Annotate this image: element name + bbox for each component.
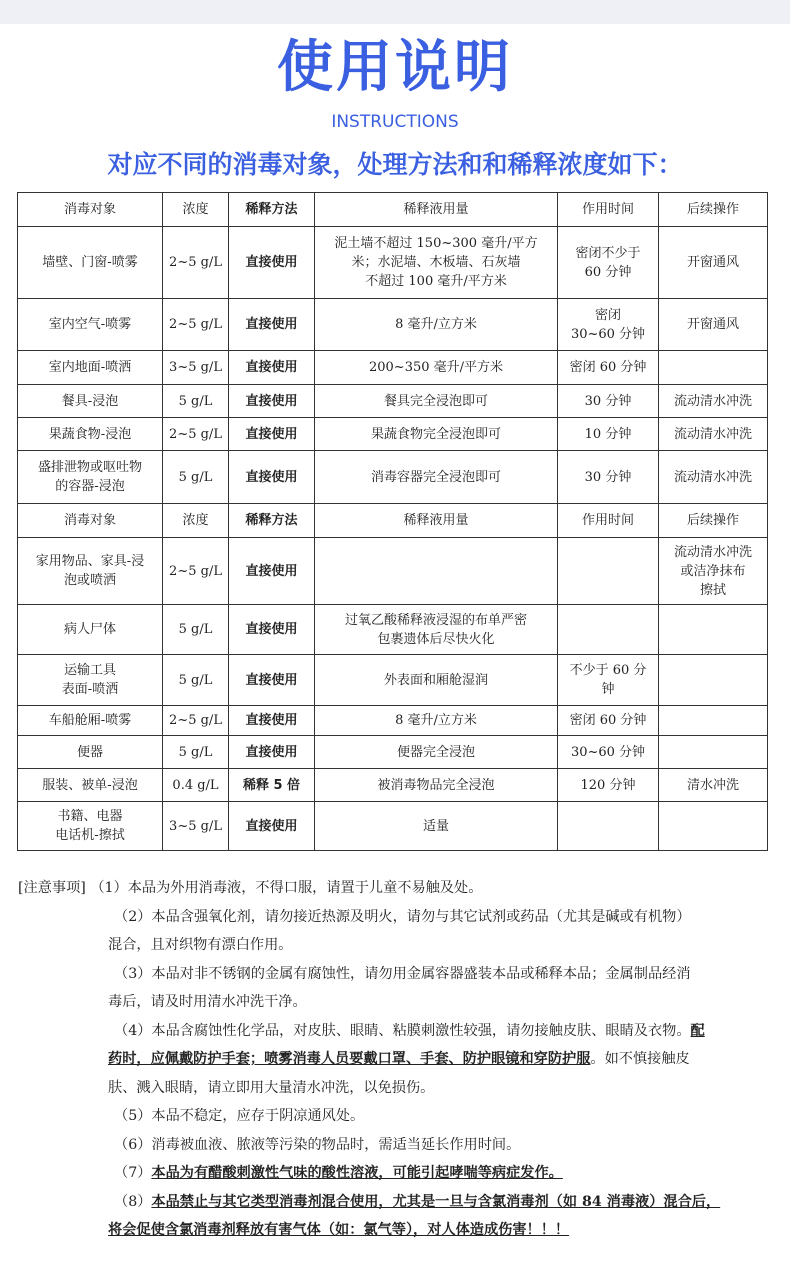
- table-cell: 餐具-浸泡: [18, 385, 163, 418]
- table-row: [18, 385, 768, 418]
- table-cell: 5 g/L: [163, 385, 229, 418]
- table-cell: 直接使用: [229, 706, 315, 736]
- table-cell: 3~5 g/L: [163, 351, 229, 385]
- table-cell: 直接使用: [229, 538, 315, 605]
- table-cell: 适量: [315, 802, 558, 851]
- table-row: [18, 451, 768, 504]
- disinfection-table: [17, 192, 768, 851]
- table-cell: 200~350 毫升/平方米: [315, 351, 558, 385]
- table-row: [18, 418, 768, 451]
- table-cell: 稀释方法: [229, 504, 315, 538]
- note-2-line-2: 混合，且对织物有漂白作用。: [108, 937, 293, 953]
- table-row: [18, 351, 768, 385]
- table-cell: 直接使用: [229, 385, 315, 418]
- top-band: [0, 0, 790, 24]
- table-row: [18, 769, 768, 802]
- table-cell: 服装、被单-浸泡: [18, 769, 163, 802]
- table-row: [18, 706, 768, 736]
- table-row: [18, 227, 768, 299]
- table-cell: 运输工具 表面-喷洒: [18, 655, 163, 706]
- table-cell: 密闭 60 分钟: [558, 351, 659, 385]
- table-cell: 直接使用: [229, 736, 315, 769]
- note-7: （7）本品为有醋酸刺激性气味的酸性溶液，可能引起哮喘等病症发作。: [114, 1165, 563, 1181]
- table-cell: 5 g/L: [163, 655, 229, 706]
- table-cell: 消毒对象: [18, 193, 163, 227]
- table-cell: 消毒容器完全浸泡即可: [315, 451, 558, 504]
- table-cell: [315, 538, 558, 605]
- table-cell: 泥土墙不超过 150~300 毫升/平方 米；水泥墙、木板墙、石灰墙 不超过 100 毫升/平方米: [315, 227, 558, 299]
- note-4-line-3: 肤、溅入眼睛，请立即用大量清水冲洗，以免损伤。: [108, 1079, 435, 1096]
- table-cell: 流动清水冲洗: [659, 385, 768, 418]
- table-cell: 直接使用: [229, 351, 315, 385]
- section-heading: 对应不同的消毒对象，处理方法和和稀释浓度如下：: [107, 150, 683, 179]
- table-cell: 30 分钟: [558, 451, 659, 504]
- table-cell: 书籍、电器 电话机-擦拭: [18, 802, 163, 851]
- note-5: （5）本品不稳定，应存于阴凉通风处。: [114, 1108, 365, 1124]
- table-cell: [659, 736, 768, 769]
- table-row: [18, 605, 768, 655]
- table-cell: 密闭 60 分钟: [558, 706, 659, 736]
- note-6: （6）消毒被血液、脓液等污染的物品时，需适当延长作用时间。: [114, 1136, 521, 1153]
- table-cell: 作用时间: [558, 504, 659, 538]
- table-cell: 密闭 30~60 分钟: [558, 299, 659, 351]
- table-cell: 稀释液用量: [315, 504, 558, 538]
- table-cell: 2~5 g/L: [163, 227, 229, 299]
- notes-label: [注意事项]: [18, 880, 86, 896]
- table-cell: [659, 655, 768, 706]
- table-cell: 家用物品、家具-浸 泡或喷洒: [18, 538, 163, 605]
- table-cell: 过氧乙酸稀释液浸湿的布单严密 包裹遗体后尽快火化: [315, 605, 558, 655]
- table-cell: 5 g/L: [163, 451, 229, 504]
- table-cell: 被消毒物品完全浸泡: [315, 769, 558, 802]
- table-cell: [558, 538, 659, 605]
- table-cell: 果蔬食物-浸泡: [18, 418, 163, 451]
- table-cell: 后续操作: [659, 193, 768, 227]
- table-cell: 2~5 g/L: [163, 706, 229, 736]
- table-cell: 流动清水冲洗 或洁净抹布 擦拭: [659, 538, 768, 605]
- table-cell: 0.4 g/L: [163, 769, 229, 802]
- table-cell: 流动清水冲洗: [659, 451, 768, 504]
- note-4-line-2: 药时，应佩戴防护手套；喷雾消毒人员要戴口罩、手套、防护眼镜和穿防护服。如不慎接触皮: [108, 1051, 690, 1067]
- notes-section: [18, 874, 770, 1245]
- table-cell: 5 g/L: [163, 605, 229, 655]
- table-cell: 便器: [18, 736, 163, 769]
- table-cell: 开窗通风: [659, 299, 768, 351]
- table-cell: 车船舱厢-喷雾: [18, 706, 163, 736]
- table-cell: 稀释液用量: [315, 193, 558, 227]
- note-3-line-1: （3）本品对非不锈钢的金属有腐蚀性，请勿用金属容器盛装本品或稀释本品；金属制品经消: [114, 965, 691, 982]
- table-cell: 直接使用: [229, 299, 315, 351]
- table-row: [18, 538, 768, 605]
- table-cell: [558, 605, 659, 655]
- table-cell: 便器完全浸泡: [315, 736, 558, 769]
- table-cell: 果蔬食物完全浸泡即可: [315, 418, 558, 451]
- table-cell: 不少于 60 分 钟: [558, 655, 659, 706]
- table-header-row: [18, 193, 768, 227]
- table-cell: 浓度: [163, 193, 229, 227]
- table-cell: 8 毫升/立方米: [315, 706, 558, 736]
- table-row: [18, 655, 768, 706]
- table-cell: 密闭不少于 60 分钟: [558, 227, 659, 299]
- table-cell: [558, 802, 659, 851]
- table-cell: 直接使用: [229, 451, 315, 504]
- table-cell: 8 毫升/立方米: [315, 299, 558, 351]
- table-cell: [659, 802, 768, 851]
- table-cell: 外表面和厢舱湿润: [315, 655, 558, 706]
- table-cell: 2~5 g/L: [163, 538, 229, 605]
- table-cell: 流动清水冲洗: [659, 418, 768, 451]
- table-cell: 30~60 分钟: [558, 736, 659, 769]
- table-cell: [659, 706, 768, 736]
- table-cell: [659, 605, 768, 655]
- table-cell: 直接使用: [229, 655, 315, 706]
- table-cell: 3~5 g/L: [163, 802, 229, 851]
- note-2-line-1: （2）本品含强氧化剂，请勿接近热源及明火，请勿与其它试剂或药品（尤其是碱或有机物）: [114, 908, 691, 925]
- table-cell: 直接使用: [229, 418, 315, 451]
- table-cell: [659, 351, 768, 385]
- table-cell: 盛排泄物或呕吐物 的容器-浸泡: [18, 451, 163, 504]
- table-cell: 2~5 g/L: [163, 299, 229, 351]
- table-cell: 清水冲洗: [659, 769, 768, 802]
- note-1: [注意事项] （1）本品为外用消毒液，不得口服，请置于儿童不易触及处。: [18, 880, 483, 896]
- page-subtitle: INSTRUCTIONS: [331, 112, 459, 132]
- table-cell: 5 g/L: [163, 736, 229, 769]
- table-row: [18, 802, 768, 851]
- table-header-row: [18, 504, 768, 538]
- table-cell: 餐具完全浸泡即可: [315, 385, 558, 418]
- note-4-line-1: （4）本品含腐蚀性化学品，对皮肤、眼睛、粘膜刺激性较强，请勿接触皮肤、眼睛及衣物。配: [114, 1022, 705, 1039]
- table-cell: 稀释方法: [229, 193, 315, 227]
- table-cell: 浓度: [163, 504, 229, 538]
- table-cell: 消毒对象: [18, 504, 163, 538]
- table-cell: 室内地面-喷洒: [18, 351, 163, 385]
- note-8-line-2: 将会促使含氯消毒剂释放有害气体（如：氯气等），对人体造成伤害！！！: [108, 1222, 570, 1238]
- table-cell: 稀释 5 倍: [229, 769, 315, 802]
- table-cell: 120 分钟: [558, 769, 659, 802]
- table-cell: 30 分钟: [558, 385, 659, 418]
- table-cell: 直接使用: [229, 802, 315, 851]
- table-cell: 直接使用: [229, 227, 315, 299]
- table-cell: 2~5 g/L: [163, 418, 229, 451]
- table-row: [18, 736, 768, 769]
- table-cell: 后续操作: [659, 504, 768, 538]
- table-cell: 病人尸体: [18, 605, 163, 655]
- table-cell: 开窗通风: [659, 227, 768, 299]
- page-title: 使用说明: [277, 35, 513, 100]
- table-cell: 直接使用: [229, 605, 315, 655]
- note-8-line-1: （8）本品禁止与其它类型消毒剂混合使用，尤其是一旦与含氯消毒剂（如 84 消毒液）混合后，: [114, 1193, 721, 1210]
- table-cell: 墙壁、门窗-喷雾: [18, 227, 163, 299]
- table-cell: 室内空气-喷雾: [18, 299, 163, 351]
- note-3-line-2: 毒后，请及时用清水冲洗干净。: [108, 994, 307, 1010]
- table-cell: 10 分钟: [558, 418, 659, 451]
- table-row: [18, 299, 768, 351]
- table-cell: 作用时间: [558, 193, 659, 227]
